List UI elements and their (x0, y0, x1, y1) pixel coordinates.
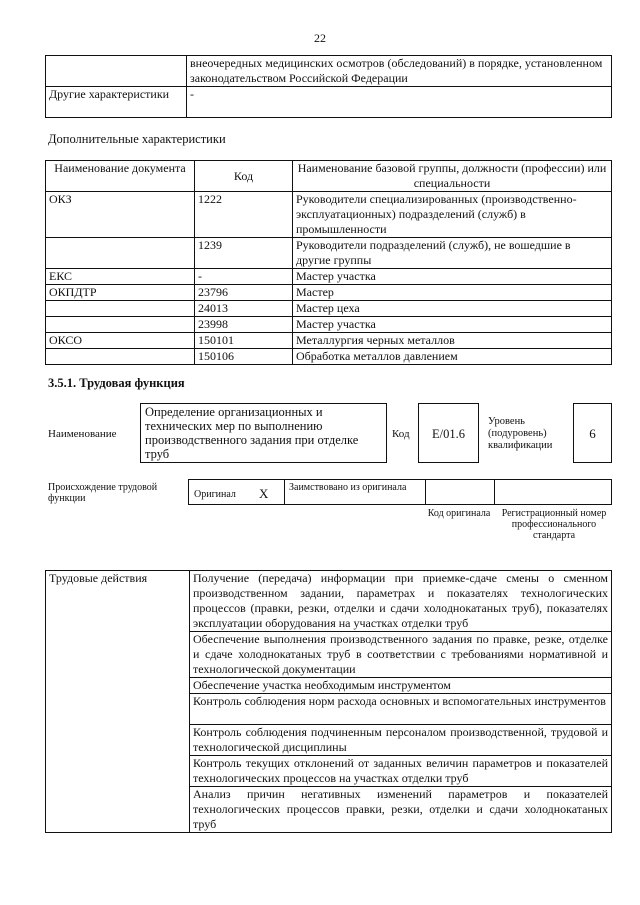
table-row (46, 333, 612, 349)
divider (494, 480, 495, 504)
row-name: Мастер цеха (293, 301, 612, 317)
divider (284, 480, 285, 504)
page-number: 22 (314, 31, 326, 45)
table-row (46, 238, 612, 269)
table-row (46, 192, 612, 238)
row-code: 24013 (195, 301, 293, 317)
row-doc: ЕКС (46, 269, 195, 285)
row-doc: ОКСО (46, 333, 195, 349)
row-code: 23796 (195, 285, 293, 301)
table-row (46, 571, 612, 632)
top-table (45, 55, 612, 118)
divider (425, 480, 426, 504)
additional-table (45, 160, 612, 365)
actions-table (45, 570, 612, 833)
function-code-value: E/01.6 (418, 403, 479, 463)
action-item: Контроль соблюдения норм расхода основных и вспомогательных инструментов (190, 694, 612, 725)
row-name: Мастер (293, 285, 612, 301)
original-mark: X (259, 486, 269, 501)
row-name: Обработка металлов давлением (293, 349, 612, 365)
header-code: Код (195, 161, 293, 192)
table-row (46, 269, 612, 285)
additional-title: Дополнительные характеристики (48, 132, 226, 146)
row-code: 1222 (195, 192, 293, 238)
header-name: Наименование базовой группы, должности (профессии) или специальности (293, 161, 612, 192)
code-label: Код (392, 428, 410, 440)
row-code: 150101 (195, 333, 293, 349)
row-name: Руководители подразделений (служб), не вошедшие в другие группы (293, 238, 612, 269)
action-item: Получение (передача) информации при приемке-сдаче смены о сменном производственном задании, параметрах и показателях технологических процессов (правки, резки, отделки и сдачи холоднокатаных труб), показателях эксплуатации оборудования на участках отделки труб (190, 571, 612, 632)
table-row (46, 87, 612, 118)
action-item: Обеспечение участка необходимым инструментом (190, 678, 612, 694)
table-row (46, 285, 612, 301)
level-label: Уровень (подуровень) квалификации (488, 416, 553, 451)
action-item: Анализ причин негативных изменений параметров и показателей технологических процессов правки, резки, отделки и сдачи холоднокатаных труб (190, 787, 612, 833)
header-doc: Наименование документа (46, 161, 195, 192)
row-doc (46, 238, 195, 269)
reg-number-caption: Регистрационный номер профессионального стандарта (501, 508, 607, 541)
row-doc (46, 349, 195, 365)
actions-label: Трудовые действия (46, 571, 190, 833)
row-doc (46, 317, 195, 333)
code-original-caption: Код оригинала (427, 508, 491, 519)
table-header-row (46, 161, 612, 192)
other-characteristics-label: Другие характеристики (46, 87, 187, 118)
labor-function-heading: 3.5.1. Трудовая функция (48, 376, 185, 390)
origin-row (188, 479, 612, 505)
row-code: 1239 (195, 238, 293, 269)
row-doc: ОКПДТР (46, 285, 195, 301)
other-characteristics-value: - (187, 87, 612, 118)
table-row (46, 317, 612, 333)
action-item: Контроль текущих отклонений от заданных величин параметров и показателей технологических процессов на участках отделки труб (190, 756, 612, 787)
row-name: Мастер участка (293, 269, 612, 285)
table-row (46, 349, 612, 365)
original-label: Оригинал (194, 489, 236, 500)
borrowed-label: Заимствовано из оригинала (289, 482, 407, 493)
level-value: 6 (573, 403, 612, 463)
row-code: - (195, 269, 293, 285)
function-name-value: Определение организационных и технических мер по выполнению производственного задания при отделке труб (140, 403, 387, 463)
table-row (46, 301, 612, 317)
row-name: Металлургия черных металлов (293, 333, 612, 349)
name-label: Наименование (48, 428, 117, 440)
continuation-text: внеочередных медицинских осмотров (обследований) в порядке, установленном законодательством Российской Федерации (187, 56, 612, 87)
origin-label: Происхождение трудовой функции (48, 482, 158, 504)
row-doc: ОКЗ (46, 192, 195, 238)
action-item: Обеспечение выполнения производственного задания по правке, резке, отделке и сдаче холоднокатаных труб в соответствии с требованиями нормативной и технологической документации (190, 632, 612, 678)
row-doc (46, 301, 195, 317)
row-code: 150106 (195, 349, 293, 365)
table-row (46, 56, 612, 87)
row-name: Руководители специализированных (производственно-эксплуатационных) подразделений (служб) в промышленности (293, 192, 612, 238)
action-item: Контроль соблюдения подчиненным персоналом производственной, трудовой и технологической дисциплины (190, 725, 612, 756)
row-code: 23998 (195, 317, 293, 333)
row-name: Мастер участка (293, 317, 612, 333)
